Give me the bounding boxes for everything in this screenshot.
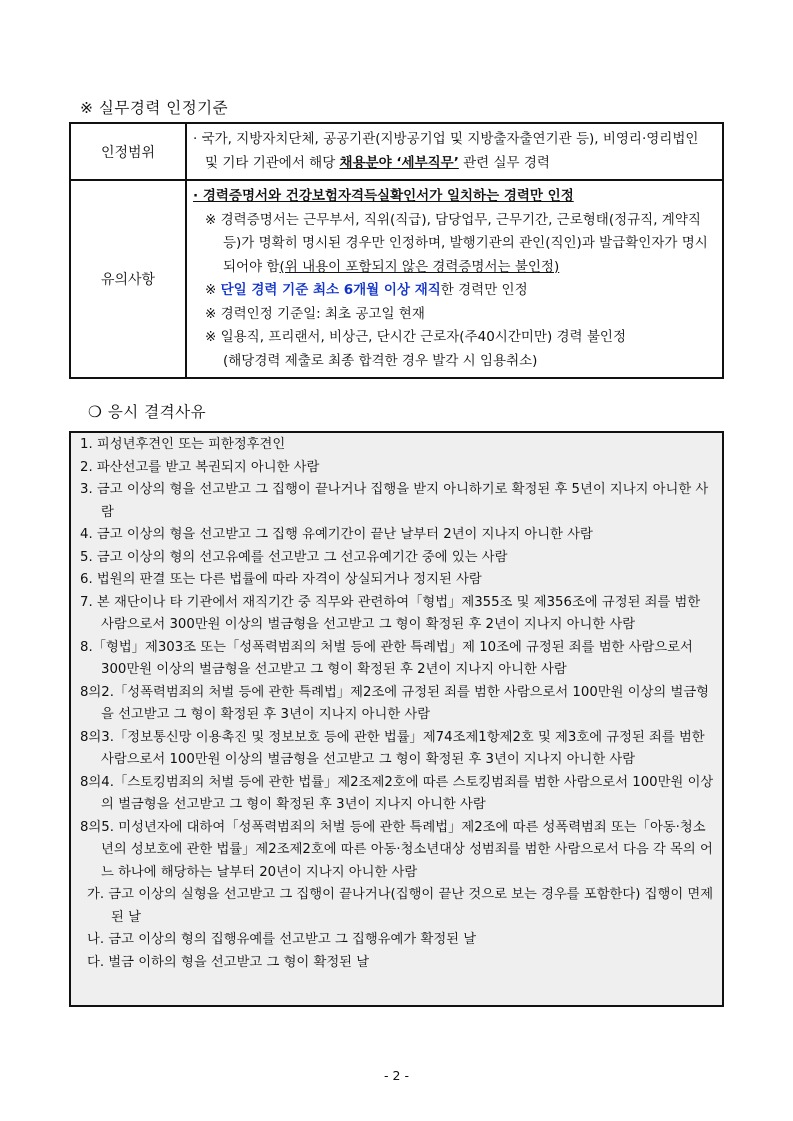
note-excluded-work-detail: (해당경력 제출로 최종 합격한 경우 발각 시 임용취소) [223, 352, 538, 369]
scope-label: 인정범위 [70, 123, 186, 180]
list-item: 8의4.「스토킹범죄의 처벌 등에 관한 법률」제2조제2호에 따른 스토킹범죄를 범한 사람으로서 100만원 이상의 벌금형을 선고받고 그 형이 확정된 후 3년이 지나지 아니한 사람 [80, 774, 714, 812]
list-item: 1. 피성년후견인 또는 피한정후견인 [80, 437, 286, 452]
list-subitem: 나. 금고 이상의 형의 집행유예를 선고받고 그 집행유예가 확정된 날 [87, 932, 477, 947]
section-title-disqualification: ❍ 응시 결격사유 [88, 403, 207, 421]
list-item: 8.「형법」제303조 또는「성폭력범죄의 처벌 등에 관한 특례법」제 10조에 규정된 죄를 범한 사람으로서 300만원 이상의 벌금형을 선고받고 그 형이 확정된 후 2년이 지나지 아니한 사람 [80, 639, 693, 677]
notes-cell [186, 180, 723, 378]
section-title-career-criteria: ※ 실무경력 인정기준 [80, 99, 229, 117]
table-row [70, 180, 723, 378]
scope-text: · 국가, 지방자치단체, 공공기관(지방공기업 및 지방출자출연기관 등), 비영리·영리법인 및 기타 기관에서 해당 채용분야 ‘세부직무’ 관련 실무 경력 [193, 131, 699, 171]
list-item: 6. 법원의 판결 또는 다른 법률에 따라 자격이 상실되거나 정지된 사람 [80, 572, 482, 587]
note-reference-date: ※ 경력인정 기준일: 최초 공고일 현재 [205, 305, 425, 322]
table-row [70, 123, 723, 180]
note-excluded-work: ※ 일용직, 프리랜서, 비상근, 단시간 근로자(주40시간미만) 경력 불인정 [205, 329, 627, 345]
list-item: 3. 금고 이상의 형을 선고받고 그 집행이 끝나거나 집행을 받지 아니하기로 확정된 후 5년이 지나지 아니한 사람 [80, 482, 709, 520]
list-item: 8의3.「정보통신망 이용촉진 및 정보보호 등에 관한 법률」제74조제1항제2호 및 제3호에 규정된 죄를 범한 사람으로서 100만원 이상의 벌금형을 선고받고 그 형이 확정된 후 3년이 지나지 아니한 사람 [80, 729, 705, 767]
note-certificate: ※ 경력증명서는 근무부서, 직위(직급), 담당업무, 근무기간, 근로형태(정규직, 계약직 등)가 명확히 명시된 경우만 인정하며, 발행기관의 관인(직인)과 발급확인자가 명시되어야 함(위 내용이 포함되지 않은 경력증명서는 불인정) [205, 211, 708, 275]
list-item: 5. 금고 이상의 형의 선고유예를 선고받고 그 선고유예기간 중에 있는 사람 [80, 549, 508, 565]
list-subitem: 다. 벌금 이하의 형을 선고받고 그 형이 확정된 날 [87, 954, 370, 970]
note-main: · 경력증명서와 건강보험자격득실확인서가 일치하는 경력만 인정 [193, 188, 574, 204]
list-subitem: 가. 금고 이상의 실형을 선고받고 그 집행이 끝나거나(집행이 끝난 것으로 보는 경우를 포함한다) 집행이 면제된 날 [87, 887, 714, 925]
list-item: 8의5. 미성년자에 대하여「성폭력범죄의 처벌 등에 관한 특례법」제2조에 따른 성폭력범죄 또는「아동·청소년의 성보호에 관한 법률」제2조제2호에 따른 아동·청소년대상 성범죄를 범한 사람으로서 다음 각 목의 어느 하나에 해당하는 날부터 20년이 지나지 아니한 사람 [80, 819, 713, 880]
scope-cell [186, 123, 723, 180]
list-item: 7. 본 재단이나 타 기관에서 재직기간 중 직무와 관련하여「형법」제355조 및 제356조에 규정된 죄를 범한 사람으로서 300만원 이상의 벌금형을 선고받고 그 형이 확정된 후 2년이 지나지 아니한 사람 [80, 594, 701, 632]
list-item: 4. 금고 이상의 형을 선고받고 그 집행 유예기간이 끝난 날부터 2년이 지나지 아니한 사람 [80, 527, 593, 542]
notes-label: 유의사항 [70, 180, 186, 378]
list-item: 2. 파산선고를 받고 복권되지 아니한 사람 [80, 459, 320, 475]
list-item: 8의2.「성폭력범죄의 처벌 등에 관한 특례법」제2조에 규정된 죄를 범한 사람으로서 100만원 이상의 벌금형을 선고받고 그 형이 확정된 후 3년이 지나지 아니한 사람 [80, 684, 710, 722]
disqualification-box [69, 431, 724, 1007]
note-minimum-period: ※ 단일 경력 기준 최소 6개월 이상 재직한 경력만 인정 [205, 282, 528, 298]
career-criteria-table [69, 122, 724, 379]
page-number: - 2 - [384, 1068, 409, 1083]
